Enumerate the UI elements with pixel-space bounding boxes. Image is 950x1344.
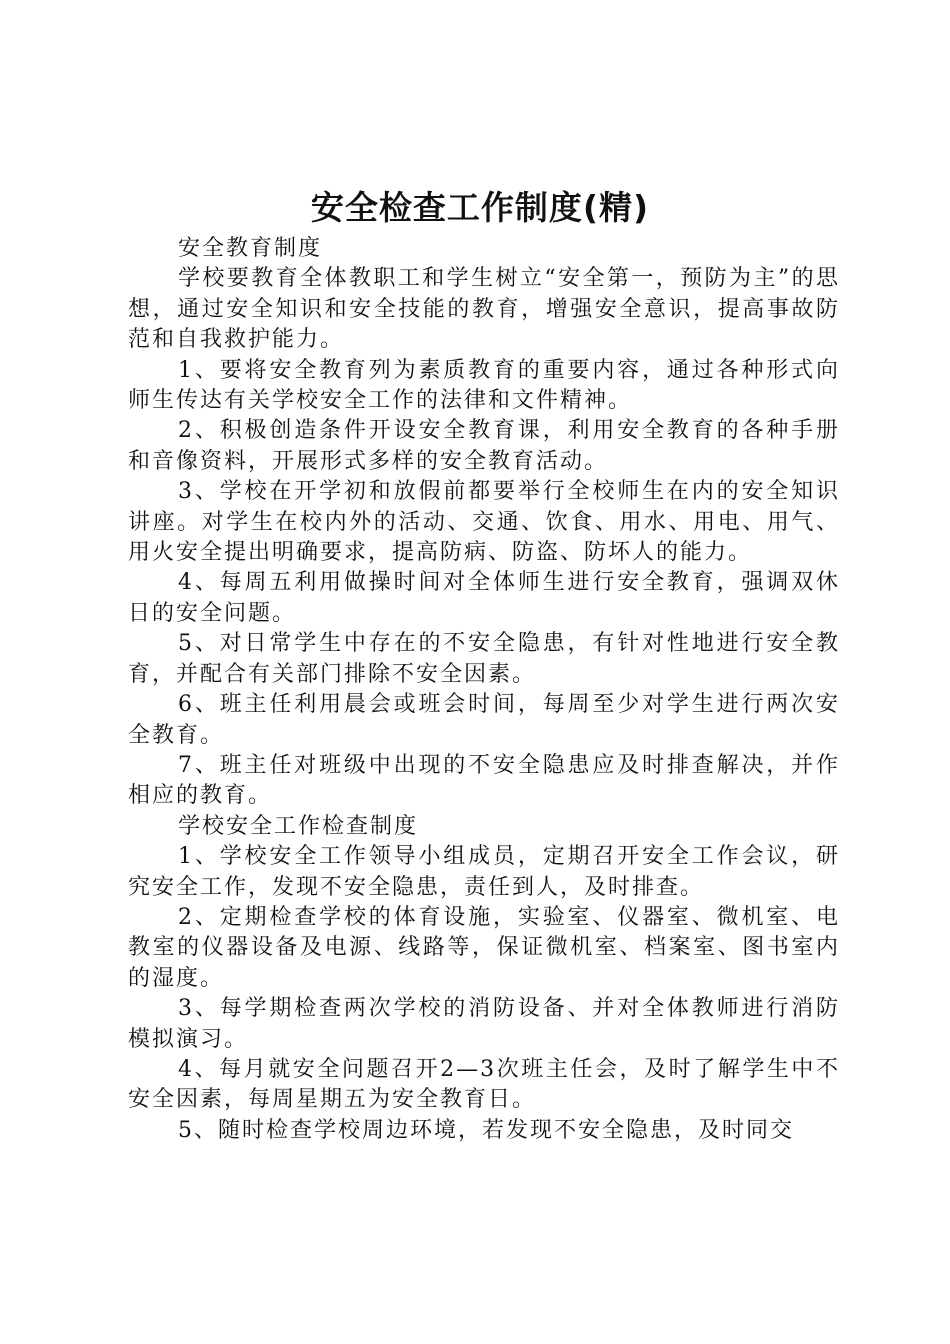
section-heading-safety-education: 安全教育制度 <box>178 236 323 261</box>
paragraph-inspection-4: 4、每月就安全问题召开2—3次班主任会，及时了解学生中不安全因素，每周星期五为安全教育日。 <box>128 1056 840 1113</box>
paragraph-item-5: 5、对日常学生中存在的不安全隐患，有针对性地进行安全教育，并配合有关部门排除不安全因素。 <box>128 631 840 687</box>
paragraph-item-6: 6、班主任利用晨会或班会时间，每周至少对学生进行两次安全教育。 <box>128 692 840 748</box>
paragraph-intro: 学校要教育全体教职工和学生树立“安全第一，预防为主”的思想，通过安全知识和安全技能的教育，增强安全意识，提高事故防范和自我救护能力。 <box>128 266 840 353</box>
section-heading-inspection: 学校安全工作检查制度 <box>178 813 419 839</box>
paragraph-item-4: 4、每周五利用做操时间对全体师生进行安全教育，强调双休日的安全问题。 <box>128 570 840 626</box>
paragraph-item-1: 1、要将安全教育列为素质教育的重要内容，通过各种形式向师生传达有关学校安全工作的法律和文件精神。 <box>128 357 840 414</box>
document-body <box>128 234 840 1146</box>
paragraph-inspection-3: 3、每学期检查两次学校的消防设备、并对全体教师进行消防模拟演习。 <box>128 996 840 1052</box>
paragraph-item-7: 7、班主任对班级中出现的不安全隐患应及时排查解决，并作相应的教育。 <box>128 752 840 809</box>
paragraph-item-3: 3、学校在开学初和放假前都要举行全校师生在内的安全知识讲座。对学生在校内外的活动、交通、饮食、用水、用电、用气、用火安全提出明确要求，提高防病、防盗、防坏人的能力。 <box>128 479 840 566</box>
paragraph-inspection-2: 2、定期检查学校的体育设施，实验室、仪器室、微机室、电教室的仪器设备及电源、线路等，保证微机室、档案室、图书室内的湿度。 <box>128 904 840 991</box>
paragraph-inspection-5: 5、随时检查学校周边环境，若发现不安全隐患，及时同交 <box>178 1117 794 1143</box>
paragraph-item-2: 2、积极创造条件开设安全教育课，利用安全教育的各种手册和音像资料，开展形式多样的安全教育活动。 <box>128 418 840 474</box>
paragraph-inspection-1: 1、学校安全工作领导小组成员，定期召开安全工作会议，研究安全工作，发现不安全隐患，责任到人，及时排查。 <box>128 844 840 900</box>
document-title: 安全检查工作制度(精) <box>310 188 650 227</box>
